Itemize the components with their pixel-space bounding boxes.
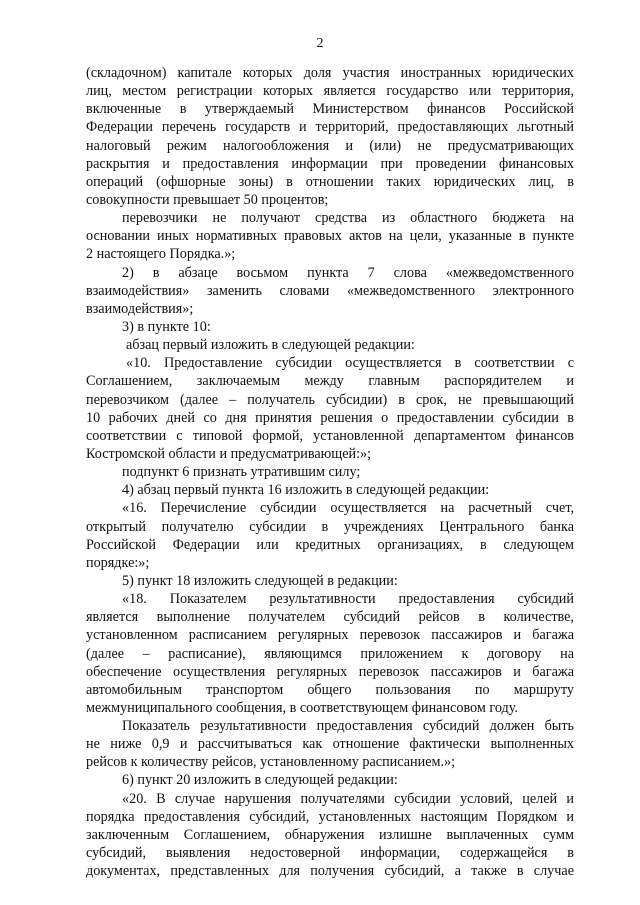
text-line: (далее – расписание), являющимся приложением к договору на [86, 645, 574, 662]
text-line: «20. В случае нарушения получателями субсидии условий, целей и [122, 790, 574, 807]
text-line: Показатель результативности предоставления субсидий должен быть [122, 718, 574, 735]
text-line: соответствии с типовой формой, установленной департаментом финансов [86, 427, 574, 444]
text-line: операций (офшорные зоны) в отношении таких юридических лиц, в [86, 173, 574, 190]
text-line: порядке:»; [86, 554, 150, 571]
text-line: Федерации перечень государств и территорий, предоставляющих льготный [86, 119, 574, 136]
text-line: открытый получателю субсидии в учреждениях Центрального банка [86, 518, 574, 535]
text-line: 3) в пункте 10: [122, 318, 211, 335]
text-line: документах, представленных для получения субсидий, а также в случае [86, 863, 574, 880]
text-line: субсидий, выявления недостоверной информации, содержащейся в [86, 845, 574, 862]
text-line: рейсов к количеству рейсов, установленному расписанием.»; [86, 754, 456, 771]
text-line: порядка предоставления субсидий, установленных настоящим Порядком и [86, 808, 574, 825]
text-line: обеспечение осуществления регулярных перевозок пассажиров и багажа [86, 663, 574, 680]
document-body [86, 64, 574, 880]
text-line: налоговый режим налогообложения и (или) не предусматривающих [86, 137, 574, 154]
page-number: 2 [316, 36, 324, 51]
text-line: «16. Перечисление субсидии осуществляется на расчетный счет, [122, 500, 574, 517]
text-line: Российской Федерации или кредитных организациях, в следующем [86, 536, 574, 553]
text-line: основании иных нормативных правовых актов на цели, указанные в пункте [86, 228, 574, 245]
text-line: Костромской области и предусматривающей:»; [86, 445, 372, 462]
text-line: 2) в абзаце восьмом пункта 7 слова «межведомственного [122, 264, 574, 281]
text-line: раскрытия и предоставления информации при проведении финансовых [86, 155, 574, 172]
text-line: 6) пункт 20 изложить в следующей редакции: [122, 772, 398, 789]
text-line: «10. Предоставление субсидии осуществляется в соответствии с [126, 355, 574, 372]
text-line: перевозчиком (далее – получатель субсидии) в срок, не превышающий [86, 391, 574, 408]
text-line: лиц, местом регистрации которых является государство или территория, [86, 83, 574, 100]
text-line: установленном расписанием регулярных перевозок пассажиров и багажа [86, 627, 574, 644]
text-line: Соглашением, заключаемым между главным распорядителем и [86, 373, 574, 390]
text-line: включенные в утверждаемый Министерством финансов Российской [86, 101, 574, 118]
text-line: 2 настоящего Порядка.»; [86, 246, 236, 263]
text-line: 4) абзац первый пункта 16 изложить в следующей редакции: [122, 482, 490, 499]
text-line: 5) пункт 18 изложить следующей в редакции: [122, 572, 398, 589]
text-line: заключенным Соглашением, обнаружения излишне выплаченных сумм [86, 826, 574, 843]
text-line: автомобильным транспортом общего пользования по маршруту [86, 681, 574, 698]
text-line: подпункт 6 признать утратившим силу; [122, 464, 361, 481]
text-line: совокупности превышает 50 процентов; [86, 191, 329, 208]
text-line: (складочном) капитале которых доля участия иностранных юридических [86, 65, 574, 81]
text-line: абзац первый изложить в следующей редакции: [126, 337, 415, 354]
text-line: «18. Показателем результативности предоставления субсидий [122, 591, 574, 608]
text-line: перевозчики не получают средства из областного бюджета на [122, 210, 574, 227]
text-line: взаимодействия» заменить словами «межведомственного электронного [86, 282, 574, 299]
text-line: не ниже 0,9 и рассчитываться как отношение фактически выполненных [86, 736, 574, 753]
text-line: межмуниципального сообщения, в соответствующем финансовом году. [86, 699, 518, 716]
text-line: 10 рабочих дней со дня принятия решения о предоставлении субсидии в [86, 409, 574, 426]
text-line: взаимодействия»; [86, 300, 194, 317]
text-line: является выполнение получателем субсидий рейсов в количестве, [86, 609, 574, 626]
